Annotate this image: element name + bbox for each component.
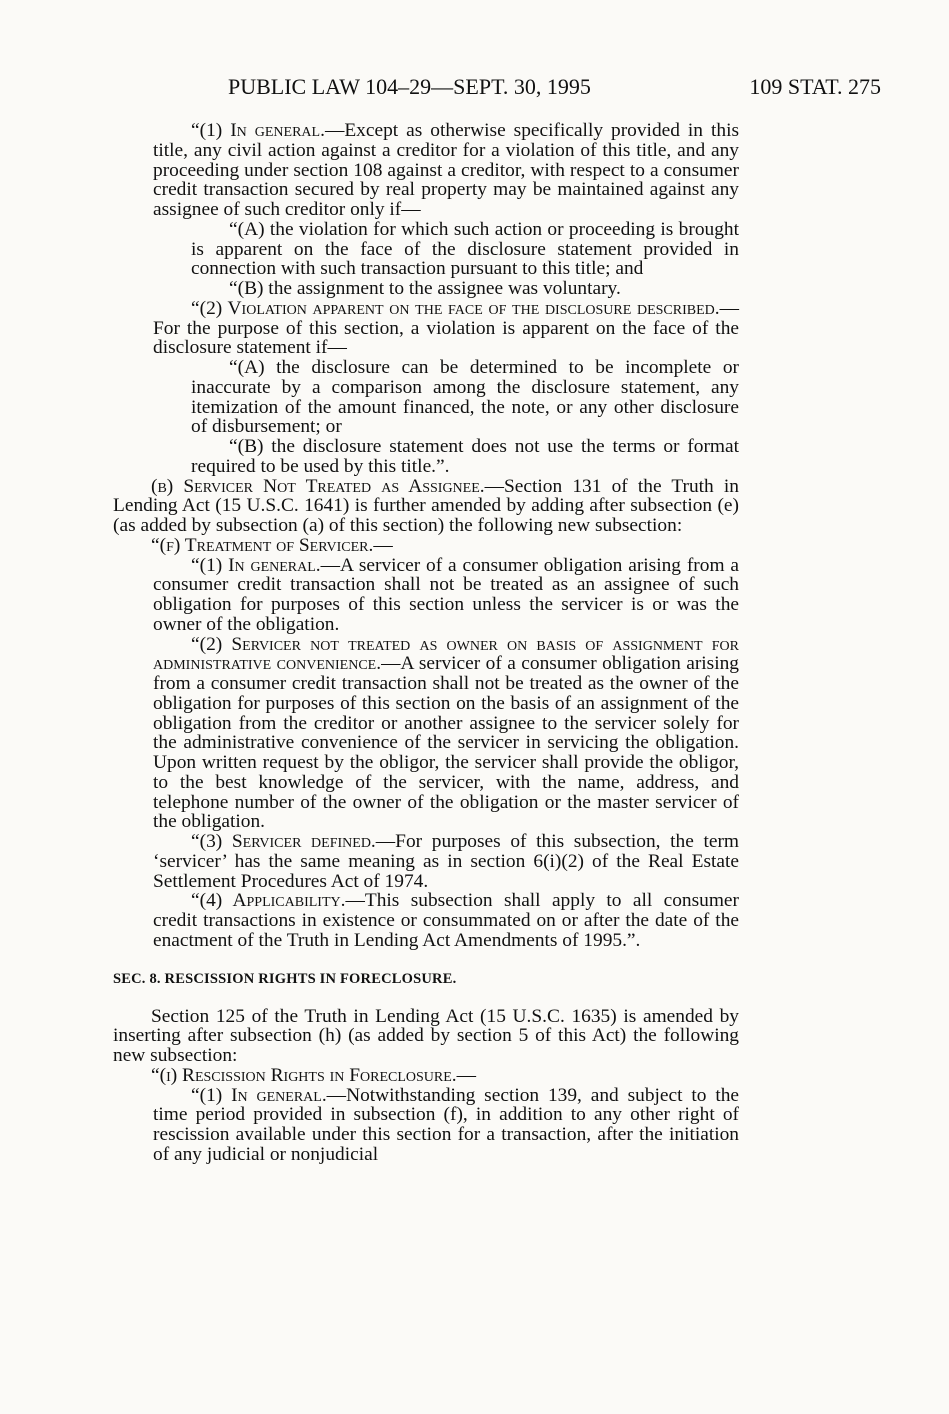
document-body <box>113 121 739 1165</box>
paragraph-text: — <box>456 1064 477 1086</box>
paragraph-heading: “(1) In general. <box>191 554 321 576</box>
paragraph: “(B) the assignment to the assignee was voluntary. <box>229 278 621 299</box>
paragraph <box>153 299 739 358</box>
paragraph-heading: “(i) Rescission Rights in Foreclosure. <box>151 1064 457 1086</box>
paragraph-text: — <box>373 534 393 556</box>
paragraph <box>153 1086 739 1165</box>
paragraph-text: —Section 131 of the Truth in Lending Act (15 U.S.C. 1641) is further amended by adding after subsection (e) (as added by subsection (a) of this section) the following new subsection: <box>113 475 739 536</box>
header-title: PUBLIC LAW 104–29—SEPT. 30, 1995 <box>228 74 591 99</box>
paragraph <box>113 536 739 556</box>
paragraph-text: —For purposes of this subsection, the term ‘servicer’ has the same meaning as in section 6(i)(2) of the Real Estate Settlement Procedures Act of 1974. <box>153 831 739 892</box>
paragraph-text: —Except as otherwise specifically provided in this title, any civil action against a creditor for a violation of this title, and any proceeding under section 108 against a creditor, with respect to a consumer credit transaction secured by real property may be maintained against any assignee of such creditor only if— <box>153 120 740 220</box>
paragraph <box>113 477 739 536</box>
paragraph <box>153 556 739 635</box>
paragraph-heading: “(1) In general. <box>191 120 325 141</box>
paragraph <box>153 121 739 220</box>
paragraph: “(A) the violation for which such action or proceeding is brought is apparent on the face of the disclosure statement provided in connection with such transaction pursuant to this title; and <box>191 218 739 280</box>
header-page-ref: 109 STAT. 275 <box>749 74 881 99</box>
paragraph-text: —Notwithstanding section 139, and subject to the time period provided in subsection (f), in addition to any other right of rescission available under this section for a transaction, after the initiation of any judicial or nonjudicial <box>153 1084 740 1165</box>
paragraph <box>153 635 739 833</box>
paragraph-heading: “(f) Treatment of Servicer. <box>151 534 374 556</box>
paragraph-text: —A servicer of a consumer obligation arising from a consumer credit transaction shall not be treated as an assignee of such obligation for purposes of this section unless the servicer is or was the owner of the obligation. <box>153 554 739 635</box>
paragraph <box>153 832 739 891</box>
paragraph <box>153 891 739 950</box>
paragraph: “(A) the disclosure can be determined to be incomplete or inaccurate by a comparison among the disclosure statement, any itemization of the amount financed, the note, or any other disclosure of disbursement; or <box>191 357 739 438</box>
paragraph-text: —A servicer of a consumer obligation arising from a consumer credit transaction shall not be treated as the owner of the obligation for purposes of this section on the basis of an assignment of the obligation from the creditor or another assignee to the servicer solely for the administrative convenience of the servicer in servicing the obligation. Upon written request by the obligor, the servicer shall provide the obligor, to the best knowledge of the servicer, with the name, address, and telephone number of the owner of the obligation or the master servicer of the obligation. <box>153 653 739 833</box>
paragraph-text: —For the purpose of this section, a violation is apparent on the face of the disclosure statement if— <box>153 297 739 359</box>
paragraph-heading: “(1) In general. <box>191 1084 327 1106</box>
paragraph-heading: (b) Servicer Not Treated as Assignee. <box>151 475 485 497</box>
paragraph-heading: “(4) Applicability. <box>191 890 346 912</box>
paragraph: Section 125 of the Truth in Lending Act (15 U.S.C. 1635) is amended by inserting after subsection (h) (as added by section 5 of this Act) the following new subsection: <box>113 1005 739 1066</box>
paragraph-heading: “(2) Violation apparent on the face of the disclosure described. <box>191 297 720 319</box>
paragraph-heading: “(3) Servicer defined. <box>191 831 376 852</box>
paragraph-text: —This subsection shall apply to all consumer credit transactions in existence or consummated on or after the date of the enactment of the Truth in Lending Act Amendments of 1995.”. <box>153 890 739 951</box>
paragraph-heading: “(2) Servicer not treated as owner on basis of assignment for administrative convenience. <box>153 633 739 675</box>
paragraph <box>113 1066 739 1086</box>
section-heading: SEC. 8. RESCISSION RIGHTS IN FORECLOSURE. <box>113 970 457 987</box>
paragraph: “(B) the disclosure statement does not use the terms or format required to be used by this title.”. <box>191 436 739 477</box>
